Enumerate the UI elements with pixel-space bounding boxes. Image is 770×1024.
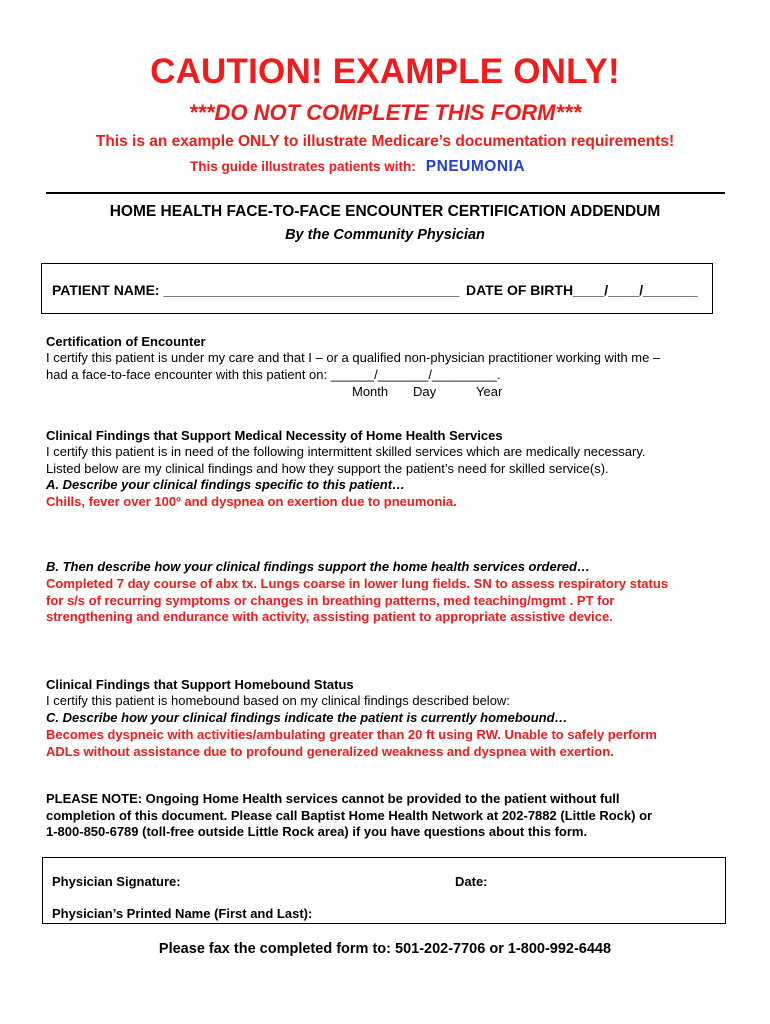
example-notice: This is an example ONLY to illustrate Medicare’s documentation requirements! [95, 133, 675, 150]
physician-signature-field[interactable]: Physician Signature: [52, 874, 181, 889]
answer-a: Chills, fever over 100º and dyspnea on exertion due to pneumonia. [46, 494, 457, 509]
form-title: HOME HEALTH FACE-TO-FACE ENCOUNTER CERTIFICATION ADDENDUM [109, 203, 661, 220]
month-label: Month [352, 384, 389, 399]
homebound-text: I certify this patient is homebound based on my clinical findings described below: [46, 693, 510, 708]
condition-label: PNEUMONIA [425, 158, 526, 175]
caution-heading: CAUTION! EXAMPLE ONLY! [150, 52, 620, 91]
clinical-findings-heading: Clinical Findings that Support Medical Necessity of Home Health Services [46, 428, 503, 443]
certification-text [46, 350, 660, 383]
clinical-line: Listed below are my clinical findings and how they support the patient’s need for skilled service(s). [46, 460, 609, 476]
answer-b-line: Completed 7 day course of abx tx. Lungs coarse in lower lung fields. SN to assess respiratory status [46, 576, 669, 591]
clinical-line: I certify this patient is in need of the following intermittent skilled services which are medically necessary. [46, 444, 646, 459]
answer-c-line: Becomes dyspneic with activities/ambulating greater than 20 ft using RW. Unable to safely perform [46, 727, 657, 742]
clinical-findings-text [46, 444, 645, 477]
guide-prefix: This guide illustrates patients with: [190, 159, 416, 174]
note-line: 1-800-850-6789 (toll-free outside Little Rock area) if you have questions about this form. [46, 824, 588, 839]
answer-c-line: ADLs without assistance due to profound generalized weakness and dyspnea with exertion. [46, 743, 614, 759]
fax-instructions: Please fax the completed form to: 501-202-7706 or 1-800-992-6448 [158, 941, 612, 957]
guide-line [190, 158, 525, 176]
homebound-heading: Clinical Findings that Support Homebound Status [46, 677, 354, 692]
day-label: Day [413, 384, 437, 399]
note-line: PLEASE NOTE: Ongoing Home Health services cannot be provided to the patient without full [46, 791, 620, 806]
patient-name-field[interactable]: PATIENT NAME: ______________________________________ [52, 282, 460, 298]
signature-date-field[interactable]: Date: [455, 874, 488, 889]
certification-heading: Certification of Encounter [46, 334, 206, 349]
physician-printed-name-field[interactable]: Physician’s Printed Name (First and Last): [52, 906, 313, 921]
note-line: completion of this document. Please call Baptist Home Health Network at 202-7882 (Little Rock) or [46, 807, 653, 823]
do-not-complete-heading: ***DO NOT COMPLETE THIS FORM*** [188, 100, 582, 125]
divider [46, 192, 725, 194]
prompt-a: A. Describe your clinical findings specific to this patient… [46, 477, 406, 492]
certification-line: I certify this patient is under my care and that I – or a qualified non-physician practitioner working with me – [46, 350, 661, 365]
answer-b [46, 576, 668, 626]
encounter-date-field[interactable]: had a face-to-face encounter with this patient on: ______/_______/_________. [46, 366, 501, 382]
answer-b-line: for s/s of recurring symptoms or changes in breathing patterns, med teaching/mgmt . PT for [46, 592, 615, 608]
date-of-birth-field[interactable]: DATE OF BIRTH____/____/_______ [466, 282, 698, 298]
answer-b-line: strengthening and endurance with activity, assisting patient to appropriate assistive device. [46, 609, 613, 624]
please-note [46, 791, 652, 841]
answer-c [46, 727, 657, 760]
year-label: Year [476, 384, 503, 399]
prompt-c: C. Describe how your clinical findings indicate the patient is currently homebound… [46, 710, 568, 725]
form-subtitle: By the Community Physician [285, 227, 485, 243]
prompt-b: B. Then describe how your clinical findings support the home health services ordered… [46, 559, 590, 574]
